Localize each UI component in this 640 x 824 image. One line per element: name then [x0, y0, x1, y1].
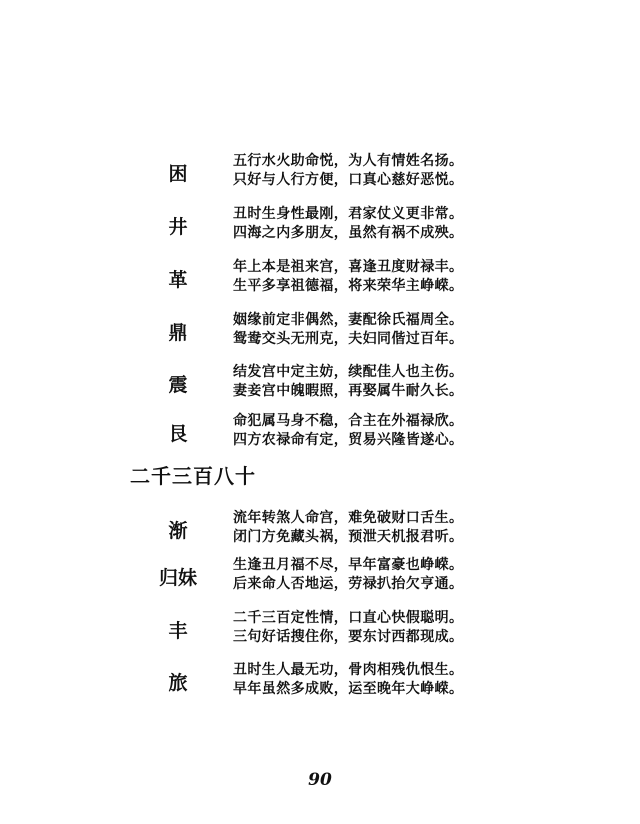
- verse-line: 丑时生身性最刚，君家仗义更非常。: [233, 206, 464, 222]
- verse-line: 闭门方免藏头祸，预泄天机报君听。: [233, 529, 464, 545]
- verse-line: 二千三百定性情，口直心快假聪明。: [233, 610, 464, 626]
- entry-jing: [0, 205, 640, 265]
- verse: [233, 363, 463, 401]
- hexagram-name: 艮: [168, 423, 188, 445]
- entry-kun: [0, 152, 640, 212]
- verse-line: 流年转煞人命宫，难免破财口舌生。: [233, 510, 464, 526]
- entry-ding: [0, 311, 640, 371]
- entry-guimei: [0, 556, 640, 616]
- verse-line: 早年虽然多成败，运至晚年大峥嵘。: [233, 681, 464, 697]
- hexagram-name: 井: [168, 216, 188, 238]
- entry-gen: [0, 412, 640, 472]
- verse-line: 后来命人否地运，劳禄扒抬欠亨通。: [233, 576, 464, 592]
- verse: [233, 556, 463, 594]
- hexagram-name: 丰: [168, 620, 188, 642]
- hexagram-name: 鼎: [168, 322, 188, 344]
- verse-line: 四方农禄命有定，贸易兴隆皆遂心。: [233, 432, 464, 448]
- hexagram-name: 革: [168, 269, 188, 291]
- verse-line: 三句好话搜住你，要东讨西都现成。: [233, 629, 464, 645]
- verse-line: 丑时生人最无功，骨肉相残仇恨生。: [233, 662, 464, 678]
- verse-line: 只好与人行方便，口真心慈好恶悦。: [233, 172, 464, 188]
- verse-line: 年上本是祖来宫，喜逢丑度财禄丰。: [233, 259, 464, 275]
- verse: [233, 152, 463, 190]
- verse-line: 五行水火助命悦，为人有情姓名扬。: [233, 153, 464, 169]
- section-heading: 二千三百八十: [130, 464, 256, 488]
- page-number: 90: [308, 770, 332, 790]
- entry-feng: [0, 609, 640, 669]
- hexagram-name: 渐: [168, 520, 188, 542]
- entry-lv: [0, 661, 640, 721]
- verse: [233, 258, 463, 296]
- verse: [233, 661, 463, 699]
- verse-line: 生平多享祖德福，将来荣华主峥嵘。: [233, 278, 464, 294]
- verse: [233, 205, 463, 243]
- verse: [233, 609, 463, 647]
- entry-ge: [0, 258, 640, 318]
- verse-line: 妻妾宫中魄暇照，再娶属牛耐久长。: [233, 383, 464, 399]
- hexagram-name: 困: [168, 163, 188, 185]
- verse-line: 生逢丑月福不尽，早年富豪也峥嵘。: [233, 557, 464, 573]
- verse-line: 命犯属马身不稳，合主在外福禄欣。: [233, 413, 464, 429]
- hexagram-name: 震: [168, 374, 188, 396]
- verse: [233, 311, 463, 349]
- verse-line: 鸳鸯交头无刑克，夫妇同偕过百年。: [233, 331, 464, 347]
- verse: [233, 509, 463, 547]
- hexagram-name: 旅: [168, 672, 188, 694]
- verse-line: 结发宫中定主妨，续配佳人也主伤。: [233, 364, 464, 380]
- verse-line: 姻缘前定非偶然，妻配徐氏福周全。: [233, 312, 464, 328]
- verse: [233, 412, 463, 450]
- hexagram-name: 归妹: [158, 567, 197, 589]
- verse-line: 四海之内多朋友，虽然有祸不成殃。: [233, 225, 464, 241]
